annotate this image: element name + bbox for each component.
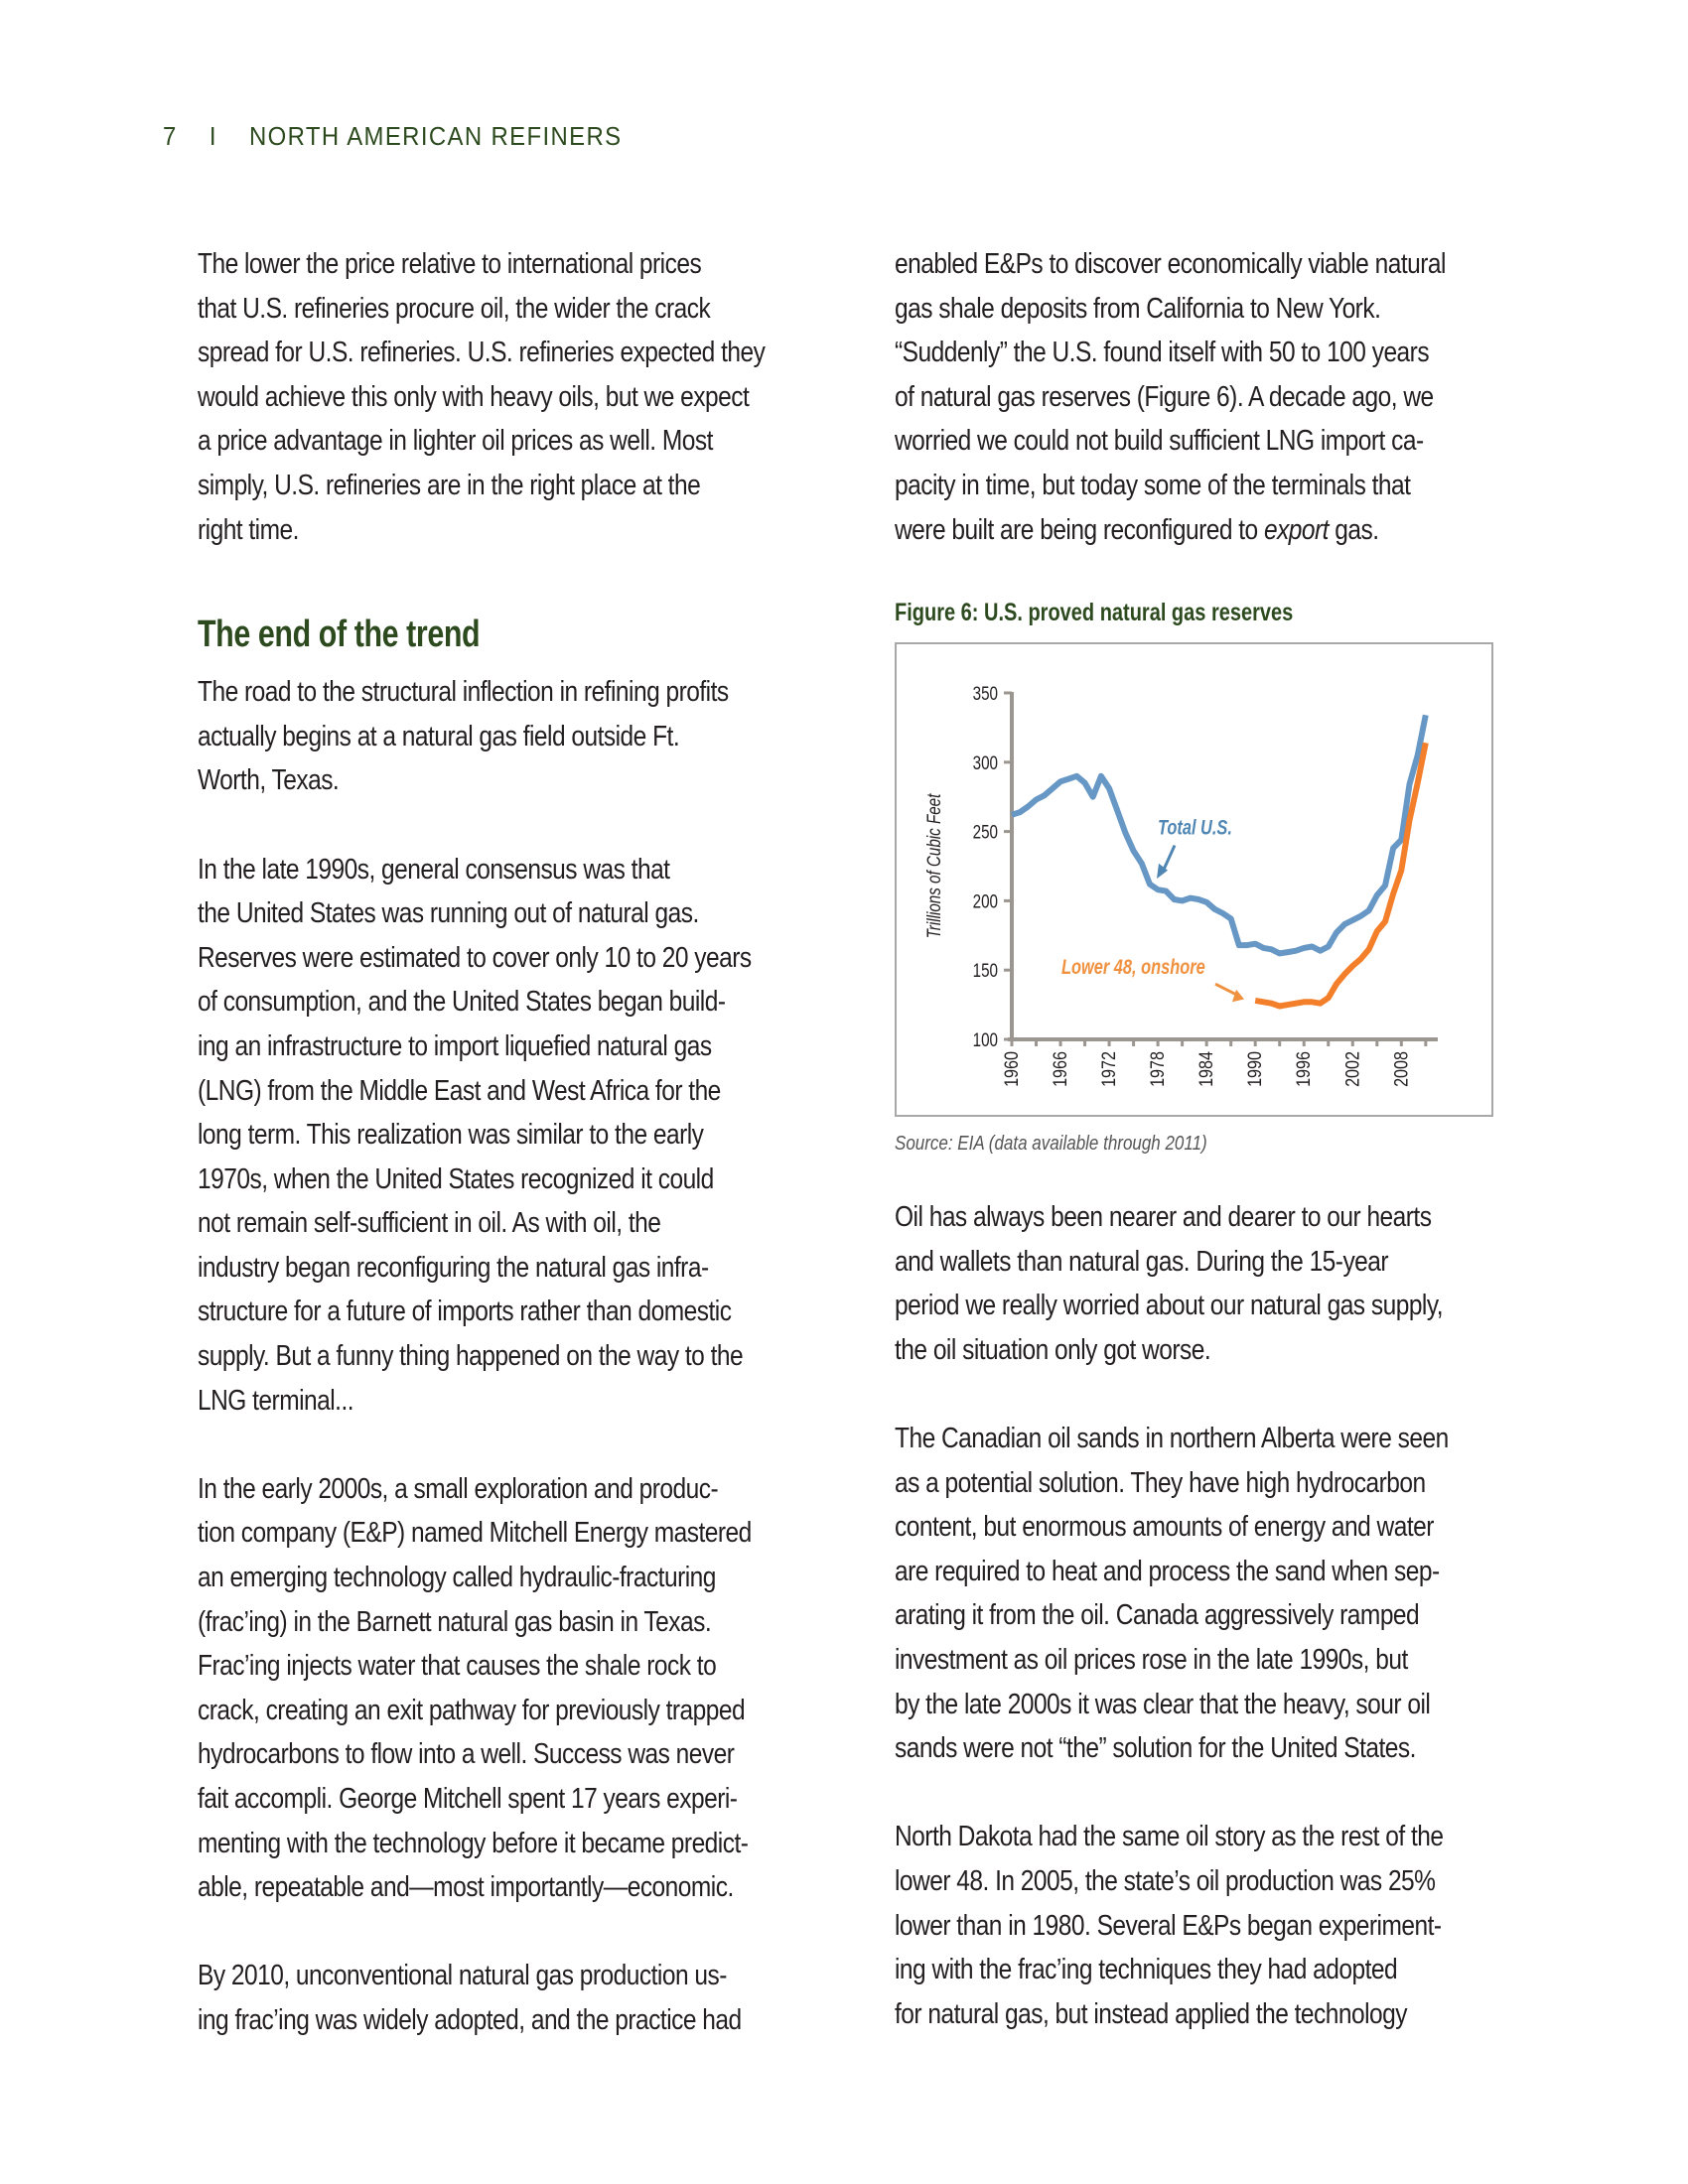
paragraph <box>895 1195 1509 1372</box>
figure-title: Figure 6: U.S. proved natural gas reserves <box>895 599 1294 626</box>
arrow-icon <box>1163 846 1175 873</box>
x-tick-label: 1972 <box>1097 1051 1120 1087</box>
paragraph-line: hydrocarbons to flow into a well. Success was never <box>198 1738 735 1771</box>
paragraph-line: the oil situation only got worse. <box>895 1333 1211 1366</box>
paragraph-line: “Suddenly” the U.S. found itself with 50 to 100 years <box>895 337 1430 369</box>
paragraph-line: worried we could not build sufficient LNG import ca- <box>895 425 1424 458</box>
paragraph-line: enabled E&Ps to discover economically viable natural <box>895 248 1446 280</box>
paragraph-line: Worth, Texas. <box>198 764 340 797</box>
paragraph-line: supply. But a funny thing happened on the way to the <box>198 1340 744 1373</box>
paragraph-line: The road to the structural inflection in refining profits <box>198 676 729 709</box>
paragraph-line: sands were not “the” solution for the United States. <box>895 1732 1416 1765</box>
paragraph-line: able, repeatable and—most importantly—economic. <box>198 1871 734 1904</box>
paragraph-line: long term. This realization was similar to the early <box>198 1119 704 1152</box>
paragraph-line: and wallets than natural gas. During the 15-year <box>895 1245 1389 1278</box>
paragraph-line: (LNG) from the Middle East and West Africa for the <box>198 1074 721 1107</box>
publication-title: NORTH AMERICAN REFINERS <box>248 121 623 151</box>
paragraph <box>895 1417 1509 1771</box>
paragraph-line: as a potential solution. They have high hydrocarbon <box>895 1466 1426 1499</box>
y-tick-label: 150 <box>972 959 998 982</box>
paragraph-line: arating it from the oil. Canada aggressively ramped <box>895 1599 1420 1632</box>
y-axis-label: Trillions of Cubic Feet <box>922 793 945 939</box>
paragraph <box>198 242 812 552</box>
paragraph-line: are required to heat and process the sand when sep- <box>895 1555 1440 1587</box>
paragraph-line: pacity in time, but today some of the terminals that <box>895 469 1411 501</box>
paragraph-line: ing an infrastructure to import liquefied natural gas <box>198 1029 712 1062</box>
right-column-lower <box>895 1195 1510 2036</box>
paragraph-line: (frac’ing) in the Barnett natural gas basin in Texas. <box>198 1605 712 1638</box>
paragraph-line: lower 48. In 2005, the state’s oil production was 25% <box>895 1864 1436 1897</box>
right-column <box>895 242 1510 552</box>
paragraph-line: fait accompli. George Mitchell spent 17 years experi- <box>198 1783 738 1815</box>
paragraph <box>198 670 812 803</box>
paragraph-line: right time. <box>198 513 299 546</box>
paragraph-line: the United States was running out of natural gas. <box>198 897 699 930</box>
paragraph-line: ing frac’ing was widely adopted, and the practice had <box>198 2003 742 2036</box>
paragraph <box>198 1954 812 2042</box>
y-tick-label: 100 <box>972 1028 998 1051</box>
paragraph-line: lower than in 1980. Several E&Ps began experiment- <box>895 1909 1442 1942</box>
paragraph <box>198 1467 812 1910</box>
running-header <box>163 121 623 152</box>
paragraph-line: a price advantage in lighter oil prices as well. Most <box>198 425 713 458</box>
annotation-total-us: Total U.S. <box>1158 815 1232 839</box>
header-separator: I <box>209 121 217 151</box>
figure-frame <box>895 642 1493 1117</box>
y-tick-label: 200 <box>972 889 998 912</box>
paragraph-line: tion company (E&P) named Mitchell Energy mastered <box>198 1517 752 1550</box>
annotation-lower48-onshore: Lower 48, onshore <box>1061 955 1205 979</box>
paragraph-line: an emerging technology called hydraulic-fracturing <box>198 1562 716 1594</box>
paragraph-line: North Dakota had the same oil story as the rest of the <box>895 1821 1444 1853</box>
paragraph-line: investment as oil prices rose in the late 1990s, but <box>895 1643 1408 1676</box>
paragraph-line: spread for U.S. refineries. U.S. refineries expected they <box>198 337 766 369</box>
x-tick-label: 1966 <box>1049 1051 1071 1087</box>
paragraph-line: of consumption, and the United States began build- <box>198 986 726 1019</box>
figure-source: Source: EIA (data available through 2011) <box>895 1133 1207 1155</box>
paragraph-line: Frac’ing injects water that causes the shale rock to <box>198 1650 717 1683</box>
paragraph-line: structure for a future of imports rather than domestic <box>198 1296 732 1328</box>
x-tick-label: 1996 <box>1292 1051 1315 1087</box>
reserves-line-chart <box>897 644 1491 1115</box>
paragraph-line: were built are being reconfigured to export gas. <box>895 513 1379 546</box>
paragraph-line: LNG terminal... <box>198 1384 354 1417</box>
paragraph-line: content, but enormous amounts of energy and water <box>895 1511 1434 1544</box>
paragraph-line: gas shale deposits from California to New York. <box>895 292 1381 325</box>
paragraph-line: by the late 2000s it was clear that the heavy, sour oil <box>895 1688 1431 1720</box>
y-tick-label: 350 <box>972 682 998 705</box>
paragraph-line: By 2010, unconventional natural gas production us- <box>198 1960 727 1992</box>
paragraph-line: would achieve this only with heavy oils, but we expect <box>198 380 750 413</box>
paragraph-line: The Canadian oil sands in northern Alberta were seen <box>895 1422 1449 1454</box>
paragraph-line: ing with the frac’ing techniques they had adopted <box>895 1954 1398 1986</box>
x-tick-label: 2008 <box>1390 1051 1412 1087</box>
paragraph-line: simply, U.S. refineries are in the right place at the <box>198 469 701 501</box>
y-tick-label: 250 <box>972 820 998 844</box>
paragraph-line: crack, creating an exit pathway for previously trapped <box>198 1694 746 1726</box>
arrow-icon <box>1215 984 1237 995</box>
paragraph-line: industry began reconfiguring the natural gas infra- <box>198 1251 709 1284</box>
paragraph <box>895 242 1509 552</box>
page-number: 7 <box>163 121 178 151</box>
paragraph-line: period we really worried about our natural gas supply, <box>895 1290 1444 1322</box>
paragraph-line: Oil has always been nearer and dearer to our hearts <box>895 1201 1432 1233</box>
section-heading: The end of the trend <box>198 614 481 656</box>
x-tick-label: 1978 <box>1146 1051 1169 1087</box>
paragraph <box>198 848 812 1424</box>
paragraph-line: The lower the price relative to international prices <box>198 248 702 280</box>
paragraph-line: 1970s, when the United States recognized it could <box>198 1162 714 1195</box>
x-tick-label: 2002 <box>1341 1051 1363 1087</box>
paragraph-line: actually begins at a natural gas field outside Ft. <box>198 720 680 752</box>
paragraph-line: menting with the technology before it became predict- <box>198 1827 749 1859</box>
paragraph-line: Reserves were estimated to cover only 10 to 20 years <box>198 941 752 974</box>
paragraph-line: not remain self-sufficient in oil. As with oil, the <box>198 1207 661 1240</box>
y-tick-label: 300 <box>972 751 998 774</box>
paragraph-line: of natural gas reserves (Figure 6). A decade ago, we <box>895 380 1434 413</box>
x-tick-label: 1990 <box>1243 1051 1266 1087</box>
arrowhead-icon <box>1232 990 1244 1003</box>
paragraph-line: In the late 1990s, general consensus was that <box>198 853 670 886</box>
paragraph-line: for natural gas, but instead applied the technology <box>895 1997 1408 2030</box>
x-tick-label: 1960 <box>1000 1051 1023 1087</box>
x-tick-label: 1984 <box>1195 1051 1217 1087</box>
series-line-lower48-onshore <box>1255 743 1426 1006</box>
emphasis-export: export <box>1263 513 1329 546</box>
paragraph <box>895 1815 1509 2036</box>
paragraph-line: that U.S. refineries procure oil, the wider the crack <box>198 292 711 325</box>
left-column <box>198 242 813 2043</box>
paragraph-line: In the early 2000s, a small exploration and produc- <box>198 1472 719 1505</box>
